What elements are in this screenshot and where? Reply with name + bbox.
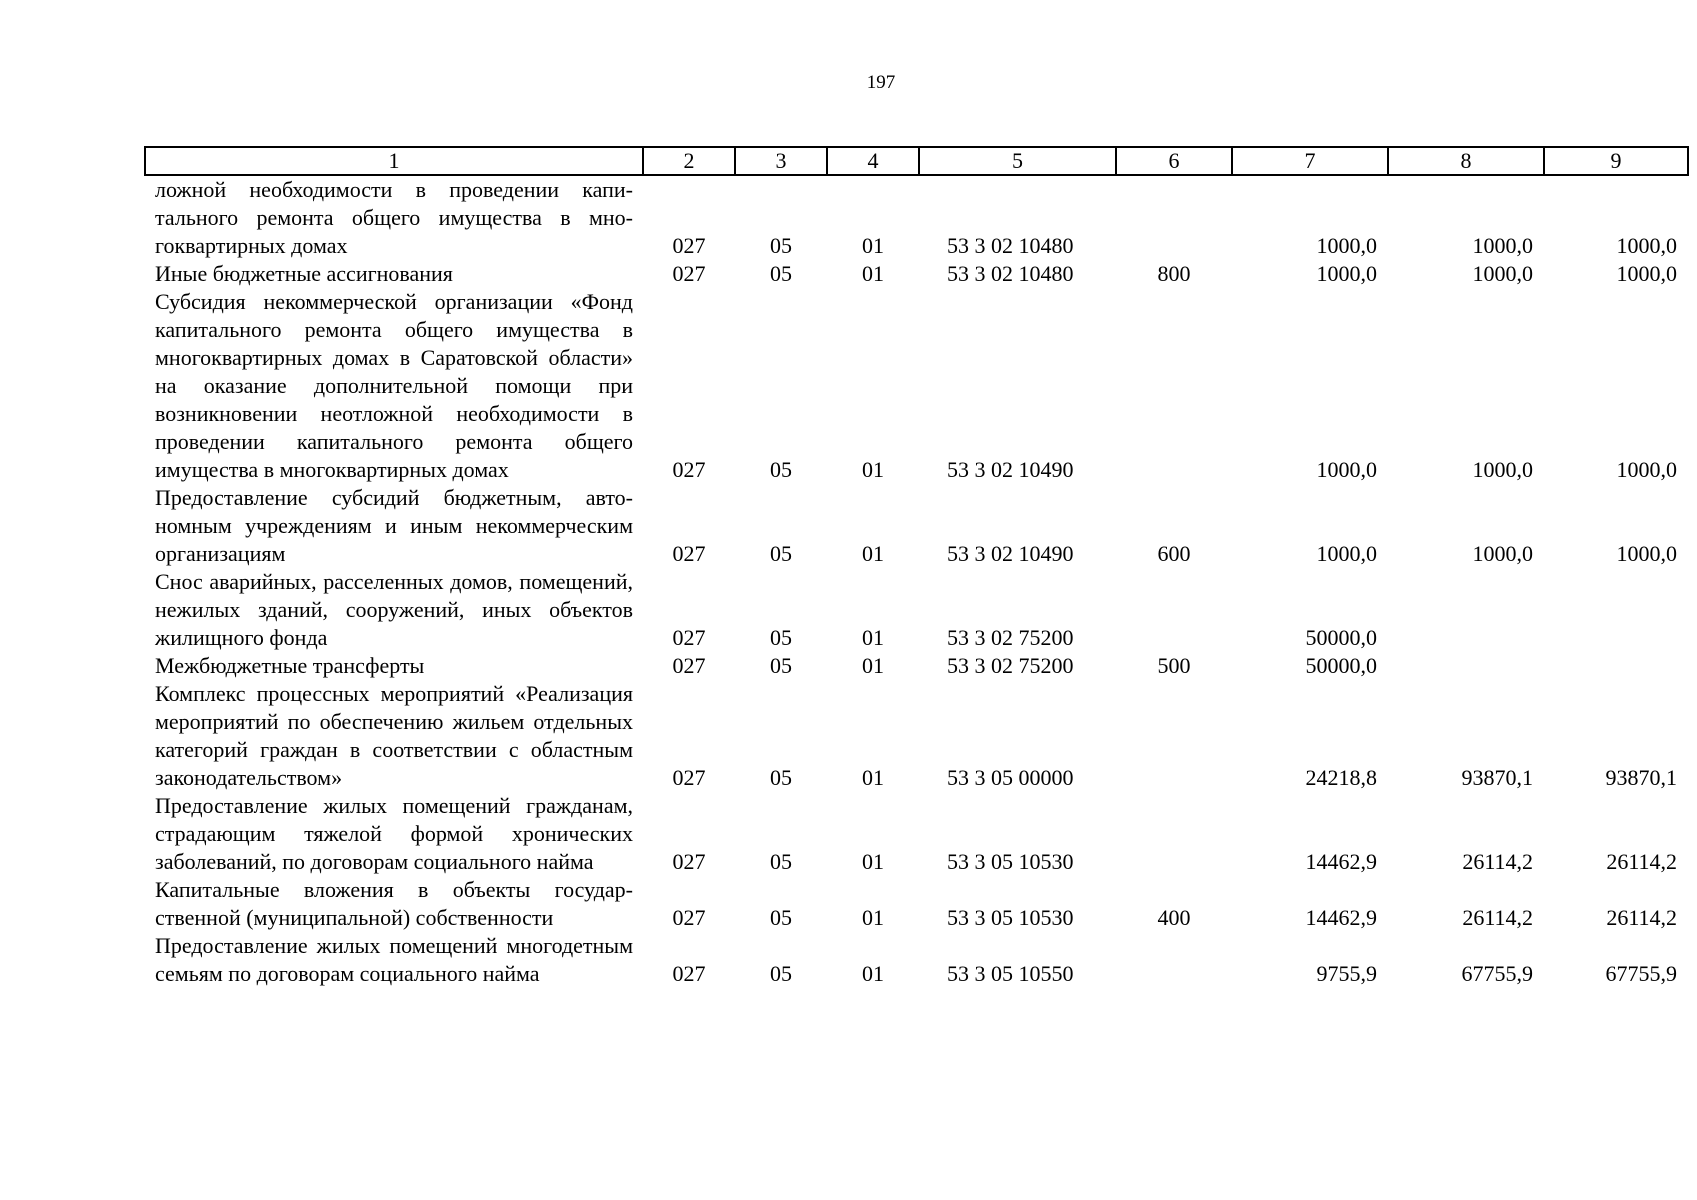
target-article-code: 53 3 02 75200: [947, 625, 1074, 650]
expense-type-code: [1116, 288, 1232, 484]
amount-year-1: 14462,9: [1305, 849, 1377, 874]
item-name: Субсидия некоммерческой организации «Фонд капитального ремонта общего имущества в многоквартирных домах в Саратовской области» на оказание дополнительной помощи при возникновении неотложной необходимости в проведении капитального ремонта общего имущества в многоквартирных домах: [155, 289, 633, 482]
section-code: 05: [770, 625, 792, 650]
amount-year-3: 1000,0: [1616, 541, 1677, 566]
expense-type-code: [1116, 175, 1232, 260]
table-row: [145, 932, 1688, 988]
target-article-code: 53 3 02 10480: [947, 261, 1074, 286]
amount-year-3: 26114,2: [1606, 905, 1677, 930]
table-row: [145, 484, 1688, 568]
target-article-code: 53 3 05 00000: [947, 765, 1074, 790]
amount-year-1: 1000,0: [1316, 261, 1377, 286]
ministry-code: 027: [672, 765, 706, 790]
amount-year-1: 1000,0: [1316, 541, 1377, 566]
amount-year-3: 1000,0: [1616, 261, 1677, 286]
section-code: 05: [770, 653, 792, 678]
expense-type-code: 800: [1157, 261, 1191, 286]
table-row: [145, 792, 1688, 876]
ministry-code: 027: [672, 905, 706, 930]
section-code: 05: [770, 765, 792, 790]
target-article-code: 53 3 05 10530: [947, 849, 1074, 874]
amount-year-1: 1000,0: [1316, 457, 1377, 482]
expense-type-code: [1116, 568, 1232, 652]
column-header: 4: [827, 147, 919, 175]
amount-year-2: 1000,0: [1472, 261, 1533, 286]
target-article-code: 53 3 05 10530: [947, 905, 1074, 930]
item-name: Комплекс процессных мероприятий «Реализация мероприятий по обеспечению жильем отдельных категорий граждан в соответствии с областным законодательством»: [155, 681, 633, 790]
subsection-code: 01: [862, 653, 884, 678]
ministry-code: 027: [672, 541, 706, 566]
target-article-code: 53 3 02 10490: [947, 541, 1074, 566]
target-article-code: 53 3 02 10490: [947, 457, 1074, 482]
amount-year-3: 1000,0: [1616, 457, 1677, 482]
table-row: [145, 876, 1688, 932]
column-header: 9: [1544, 147, 1688, 175]
ministry-code: 027: [672, 457, 706, 482]
page-number: 197: [866, 72, 896, 93]
amount-year-3: 26114,2: [1606, 849, 1677, 874]
amount-year-3: 93870,1: [1605, 765, 1677, 790]
ministry-code: 027: [672, 961, 706, 986]
ministry-code: 027: [672, 233, 706, 258]
target-article-code: 53 3 02 75200: [947, 653, 1074, 678]
section-code: 05: [770, 457, 792, 482]
amount-year-3: 1000,0: [1616, 233, 1677, 258]
expense-type-code: 600: [1157, 541, 1191, 566]
column-header: 1: [145, 147, 643, 175]
column-header: 8: [1388, 147, 1544, 175]
amount-year-2: [1388, 568, 1544, 652]
subsection-code: 01: [862, 625, 884, 650]
expense-type-code: [1116, 932, 1232, 988]
amount-year-3: [1544, 652, 1688, 680]
amount-year-2: 1000,0: [1472, 457, 1533, 482]
column-header: 6: [1116, 147, 1232, 175]
column-number-header: [145, 147, 1688, 175]
amount-year-2: [1388, 652, 1544, 680]
subsection-code: 01: [862, 849, 884, 874]
ministry-code: 027: [672, 653, 706, 678]
ministry-code: 027: [672, 849, 706, 874]
amount-year-1: 50000,0: [1305, 625, 1377, 650]
amount-year-1: 14462,9: [1305, 905, 1377, 930]
table-row: [145, 175, 1688, 260]
amount-year-1: 24218,8: [1305, 765, 1377, 790]
column-header: 5: [919, 147, 1116, 175]
ministry-code: 027: [672, 261, 706, 286]
subsection-code: 01: [862, 961, 884, 986]
section-code: 05: [770, 541, 792, 566]
expense-type-code: [1116, 680, 1232, 792]
section-code: 05: [770, 261, 792, 286]
ministry-code: 027: [672, 625, 706, 650]
item-name: ложной необходимости в проведении капитального ремонта общего имущества в многоквартирных домах: [155, 177, 633, 258]
section-code: 05: [770, 961, 792, 986]
expense-type-code: 500: [1157, 653, 1191, 678]
subsection-code: 01: [862, 233, 884, 258]
subsection-code: 01: [862, 457, 884, 482]
item-name: Снос аварийных, расселенных домов, помещений, нежилых зданий, сооружений, иных объектов жилищного фонда: [155, 569, 633, 650]
item-name: Предоставление жилых помещений гражданам, страдающим тяжелой формой хронических заболеваний, по договорам социального найма: [155, 793, 633, 874]
item-name: Предоставление субсидий бюджетным, автономным учреждениям и иным некоммерческим организациям: [155, 485, 633, 566]
table-row: [145, 260, 1688, 288]
table-row: [145, 652, 1688, 680]
amount-year-3: [1544, 568, 1688, 652]
amount-year-2: 26114,2: [1462, 905, 1533, 930]
expense-type-code: 400: [1157, 905, 1191, 930]
target-article-code: 53 3 02 10480: [947, 233, 1074, 258]
section-code: 05: [770, 233, 792, 258]
table-row: [145, 568, 1688, 652]
amount-year-2: 67755,9: [1461, 961, 1533, 986]
item-name: Предоставление жилых помещений многодетным семьям по договорам социального найма: [155, 933, 633, 986]
section-code: 05: [770, 905, 792, 930]
budget-table: [144, 146, 1689, 988]
amount-year-2: 1000,0: [1472, 233, 1533, 258]
table-row: [145, 288, 1688, 484]
column-header: 7: [1232, 147, 1388, 175]
amount-year-1: 1000,0: [1316, 233, 1377, 258]
amount-year-2: 93870,1: [1461, 765, 1533, 790]
item-name: Иные бюджетные ассигнования: [155, 261, 453, 286]
expense-type-code: [1116, 792, 1232, 876]
item-name: Межбюджетные трансферты: [155, 653, 425, 678]
table-row: [145, 680, 1688, 792]
subsection-code: 01: [862, 765, 884, 790]
amount-year-1: 9755,9: [1316, 961, 1377, 986]
amount-year-3: 67755,9: [1605, 961, 1677, 986]
item-name: Капитальные вложения в объекты государственной (муниципальной) собственности: [155, 877, 633, 930]
subsection-code: 01: [862, 541, 884, 566]
column-header: 2: [643, 147, 735, 175]
column-header: 3: [735, 147, 827, 175]
amount-year-1: 50000,0: [1305, 653, 1377, 678]
amount-year-2: 1000,0: [1472, 541, 1533, 566]
subsection-code: 01: [862, 261, 884, 286]
target-article-code: 53 3 05 10550: [947, 961, 1074, 986]
section-code: 05: [770, 849, 792, 874]
amount-year-2: 26114,2: [1462, 849, 1533, 874]
subsection-code: 01: [862, 905, 884, 930]
